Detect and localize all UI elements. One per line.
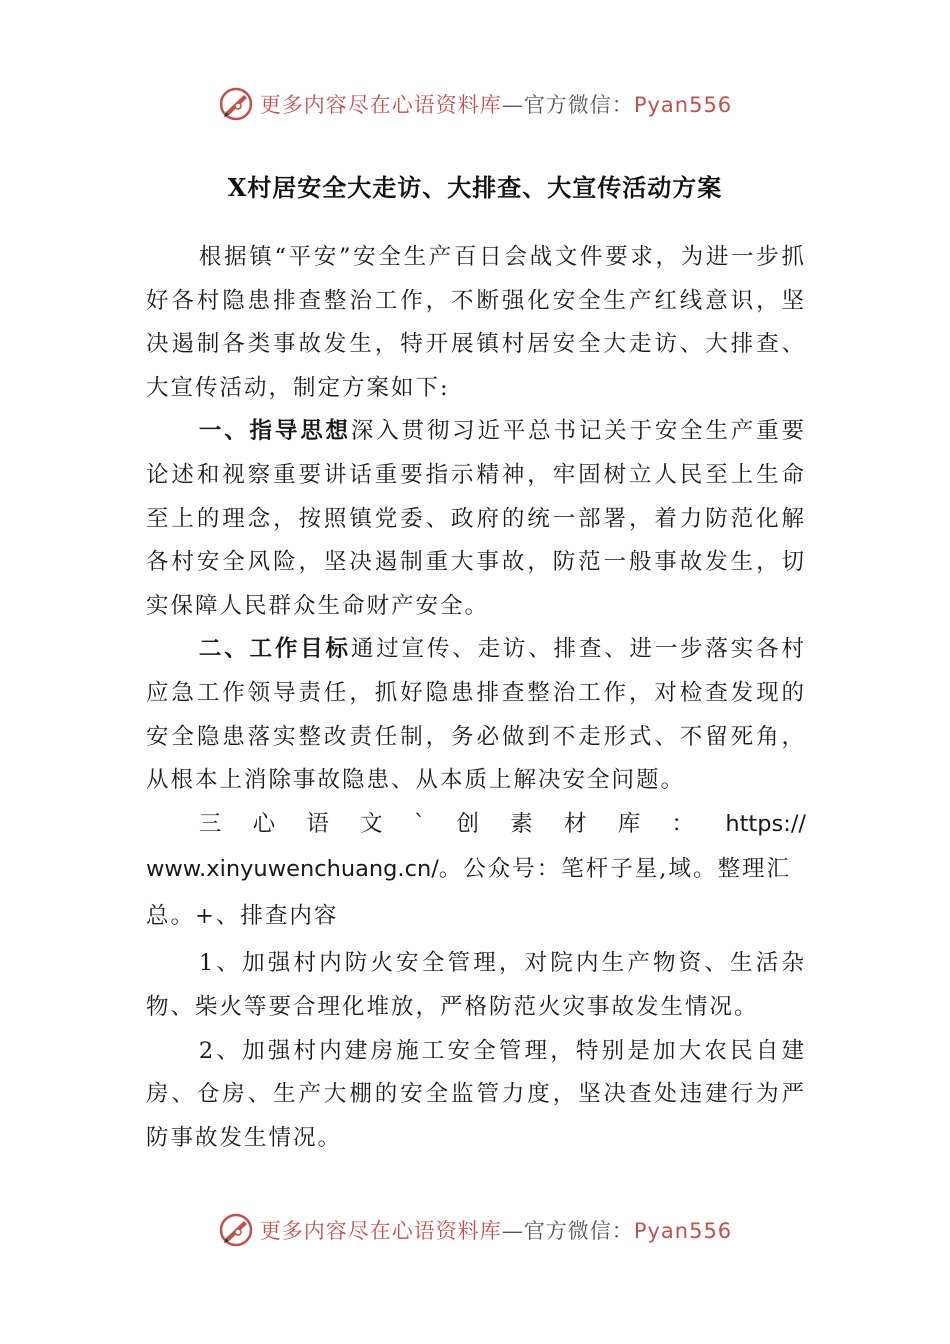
watermark-notice-line2: www.xinyuwenchuang.cn/。公众号：笔杆子星,域。整理汇 [146,856,791,883]
section-body: 通过宣传、走访、排查、进一步落实各村应急工作领导责任，抓好隐患排查整治工作，对检查发现的安全隐患落实整改责任制，务必做到不走形式、不留死角，从根本上消除事故隐患、从本质上解决安全问题。 [146,636,806,794]
section-heading: 二、工作目标 [198,636,351,663]
section-body: 深入贯彻习近平总书记关于安全生产重要论述和视察重要讲话重要指示精神，牢固树立人民至上生命至上的理念，按照镇党委、政府的统一部署，着力防范化解各村安全风险，坚决遏制重大事故，防范一般事故发生，切实保障人民群众生命财产安全。 [146,418,806,619]
watermark-notice-line3: 总。+、排查内容 [146,903,339,930]
pen-logo-icon [218,1212,254,1248]
section-work-goals [146,628,806,802]
banner-text: 更多内容尽在心语资料库—官方微信：Pyan556 [259,1219,733,1243]
intro-paragraph: 根据镇“平安”安全生产百日会战文件要求，为进一步抓好各村隐患排查整治工作，不断强化安全生产红线意识，坚决遏制各类事故发生，特开展镇村居安全大走访、大排查、大宣传活动，制定方案如下: [146,244,806,401]
list-item-1: 1、加强村内防火安全管理，对院内生产物资、生活杂物、柴火等要合理化堆放，严格防范火灾事故发生情况。 [146,950,806,1020]
banner-text: 更多内容尽在心语资料库—官方微信：Pyan556 [259,93,733,117]
document-body [146,236,806,1160]
section-heading: 一、指导思想 [198,418,351,445]
footer-banner [0,1208,950,1252]
section-guiding-thought [146,410,806,628]
pen-logo-icon [218,86,254,122]
header-banner [0,82,950,126]
list-item-2: 2、加强村内建房施工安全管理，特别是加大农民自建房、仓房、生产大棚的安全监管力度，坚决查处违建行为严防事故发生情况。 [146,1037,806,1151]
watermark-notice-line1: 三心语文`创素材库：https:// [198,810,806,837]
document-title: X村居安全大走访、大排查、大宣传活动方案 [227,173,723,202]
